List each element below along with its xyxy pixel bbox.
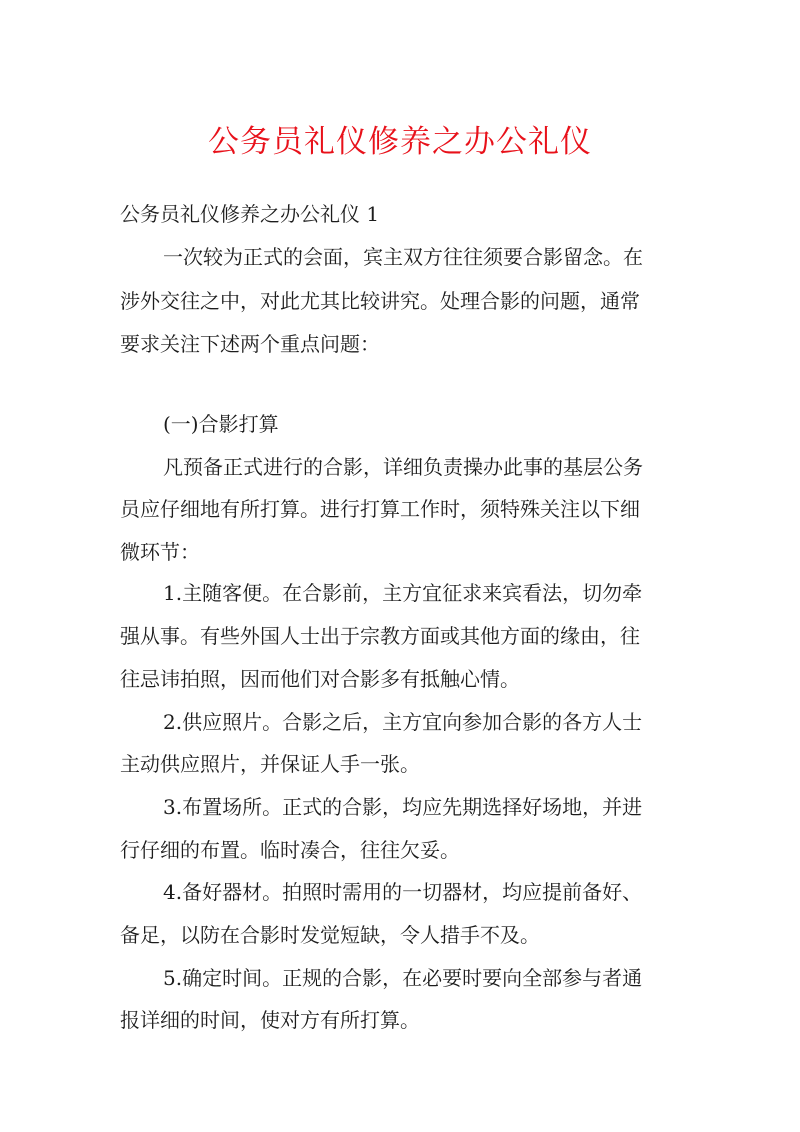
list-item-line: 主动供应照片，并保证人手一张。 bbox=[120, 752, 420, 776]
document-title: 公务员礼仪修养之办公礼仪 bbox=[208, 124, 592, 160]
list-item-line: 往忌讳拍照，因而他们对合影多有抵触心情。 bbox=[120, 667, 520, 691]
list-item-line: 报详细的时间，使对方有所打算。 bbox=[120, 1008, 420, 1032]
list-item-line: 行仔细的布置。临时凑合，往往欠妥。 bbox=[120, 838, 460, 862]
document-subtitle: 公务员礼仪修养之办公礼仪 1 bbox=[120, 202, 380, 226]
list-item-line: 备足，以防在合影时发觉短缺，令人措手不及。 bbox=[120, 923, 540, 947]
intro-line: 一次较为正式的会面，宾主双方往往须要合影留念。在 bbox=[163, 245, 643, 269]
list-item-line: 5.确定时间。正规的合影，在必要时要向全部参与者通 bbox=[163, 966, 643, 990]
section-intro-line: 微环节： bbox=[120, 540, 200, 564]
list-item-line: 强从事。有些外国人士出于宗教方面或其他方面的缘由，往 bbox=[120, 624, 640, 648]
list-item-line: 1.主随客便。在合影前，主方宜征求来宾看法，切勿牵 bbox=[163, 581, 643, 605]
intro-line: 涉外交往之中，对此尤其比较讲究。处理合影的问题，通常 bbox=[120, 289, 640, 313]
section-intro-line: 凡预备正式进行的合影，详细负责操办此事的基层公务 bbox=[163, 455, 643, 479]
intro-line: 要求关注下述两个重点问题： bbox=[120, 332, 380, 356]
section-intro-line: 员应仔细地有所打算。进行打算工作时，须特殊关注以下细 bbox=[120, 497, 640, 521]
list-item-line: 3.布置场所。正式的合影，均应先期选择好场地，并进 bbox=[163, 795, 643, 819]
list-item-line: 2.供应照片。合影之后，主方宜向参加合影的各方人士 bbox=[163, 710, 643, 734]
list-item-line: 4.备好器材。拍照时需用的一切器材，均应提前备好、 bbox=[163, 880, 643, 904]
section-heading: (一)合影打算 bbox=[163, 412, 279, 436]
